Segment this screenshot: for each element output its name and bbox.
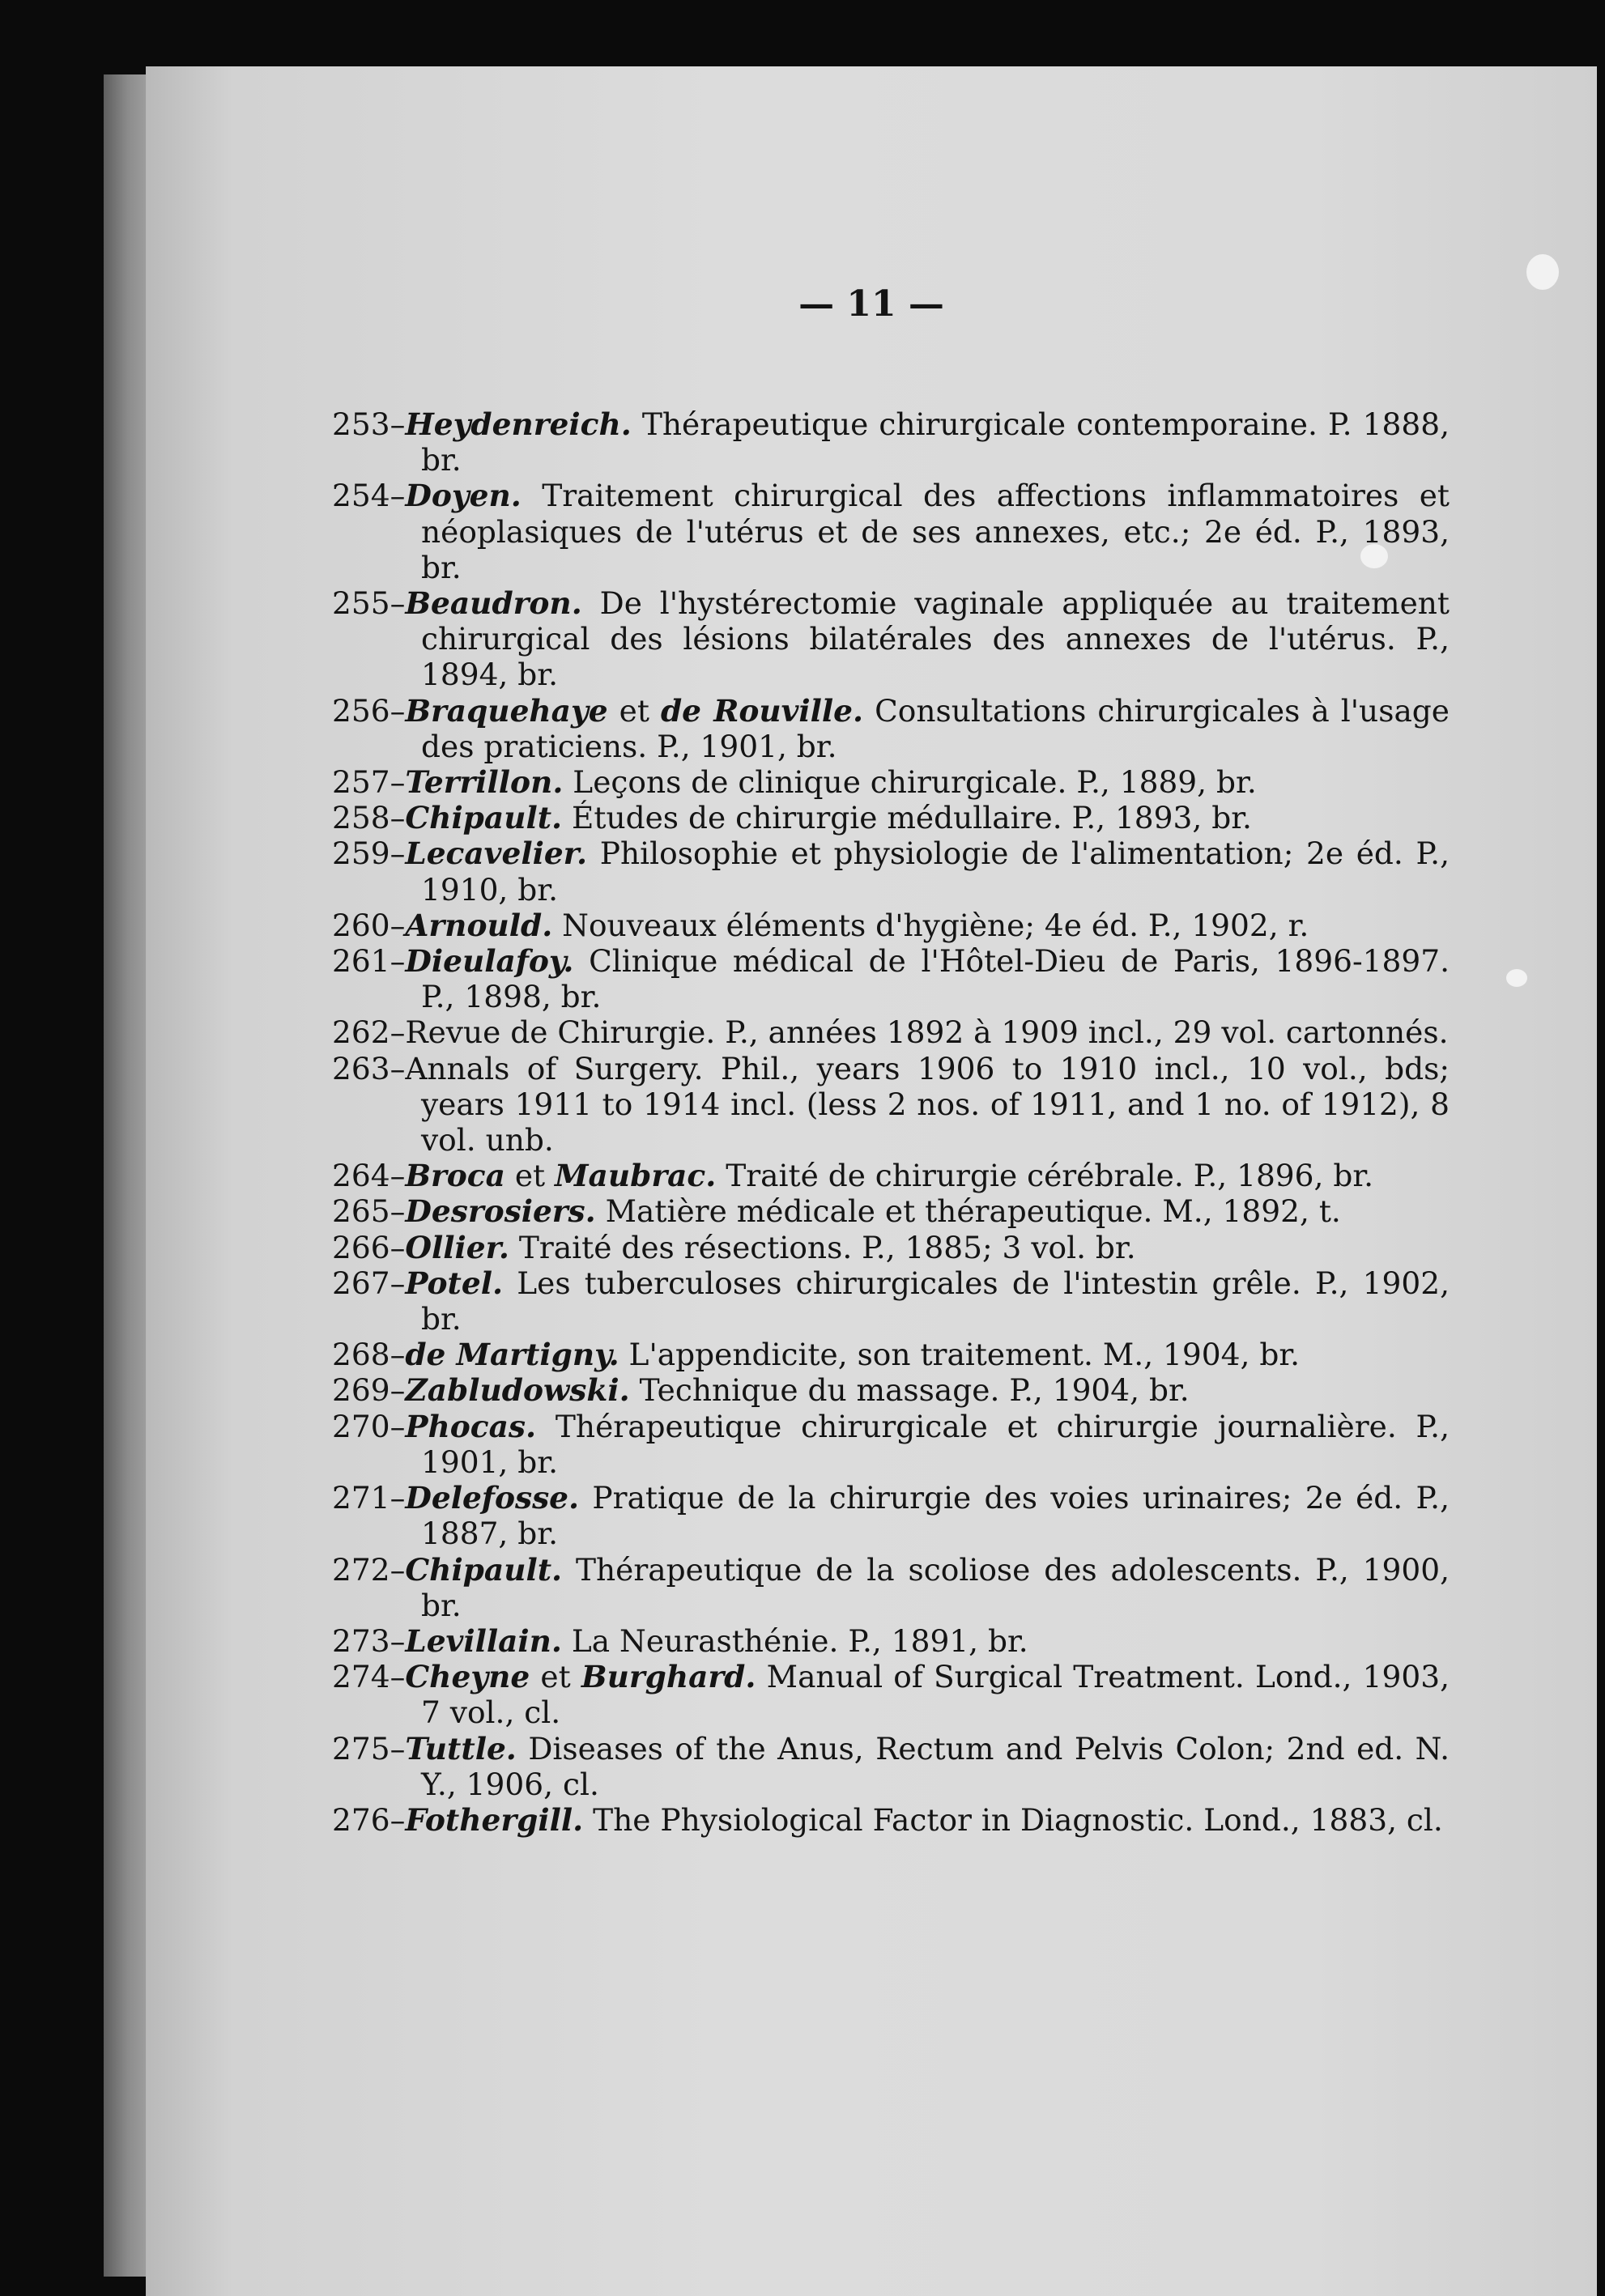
entry-text: Clinique médical de l'Hôtel-Dieu de Paris, 1896-1897. P., 1898, br. <box>421 943 1450 1015</box>
entry-text: Nouveaux éléments d'hygiène; 4e éd. P., 1902, r. <box>562 907 1309 943</box>
entry-author: Fothergill. <box>405 1801 584 1838</box>
entry-number: 262– <box>332 1014 406 1051</box>
entry-text: Traité des résections. P., 1885; 3 vol. br. <box>518 1229 1136 1265</box>
book-spine-shadow <box>104 74 152 2277</box>
list-item <box>332 1552 1450 1623</box>
entry-author: Chipault. <box>405 800 563 836</box>
entry-number: 253– <box>332 406 406 442</box>
entry-number: 273– <box>332 1622 406 1659</box>
list-item <box>332 1265 1450 1337</box>
list-item <box>332 908 1450 943</box>
entry-number: 270– <box>332 1408 406 1444</box>
entry-author: Ollier. <box>405 1229 509 1265</box>
list-item <box>332 943 1450 1014</box>
list-item <box>332 1193 1450 1229</box>
entry-number: 260– <box>332 907 406 943</box>
entry-text: Annals of Surgery. Phil., years 1906 to 1910 incl., 10 vol., bds; years 1911 to 1914 incl. (less 2 nos. of 1911, and 1 no. of 1912), 8 vol. unb. <box>405 1050 1450 1159</box>
entry-author: Heydenreich. <box>405 406 632 442</box>
entry-number: 275– <box>332 1730 406 1767</box>
entry-author: Lecavelier. <box>405 835 588 872</box>
list-item <box>332 1659 1450 1730</box>
entry-text: Manual of Surgical Treatment. Lond., 1903, 7 vol., cl. <box>421 1659 1450 1731</box>
entry-joiner: et <box>607 692 661 729</box>
entry-author: Broca <box>405 1158 505 1194</box>
entry-number: 261– <box>332 943 406 980</box>
entry-number: 258– <box>332 800 406 836</box>
entry-number: 265– <box>332 1193 406 1230</box>
entry-number: 268– <box>332 1337 406 1373</box>
entry-number: 272– <box>332 1551 406 1588</box>
list-item <box>332 1158 1450 1193</box>
list-item <box>332 1480 1450 1551</box>
bibliography-list <box>332 406 1450 1838</box>
paper-speck <box>1506 969 1527 987</box>
entry-text: De l'hystérectomie vaginale appliquée au traitement chirurgical des lésions bilatérales des annexes de l'utérus. P., 1894, br. <box>421 585 1450 693</box>
page-number: — 11 — <box>798 283 944 325</box>
entry-author: Levillain. <box>405 1622 562 1659</box>
entry-text: Matière médicale et thérapeutique. M., 1892, t. <box>605 1193 1341 1230</box>
entry-author: Chipault. <box>405 1551 563 1588</box>
entry-number: 259– <box>332 835 406 872</box>
list-item <box>332 1337 1450 1372</box>
list-item <box>332 1802 1450 1838</box>
entry-author: Cheyne <box>405 1659 530 1695</box>
list-item <box>332 764 1450 800</box>
entry-author: Delefosse. <box>405 1480 580 1516</box>
entry-text: Études de chirurgie médullaire. P., 1893, br. <box>572 800 1252 836</box>
list-item <box>332 800 1450 835</box>
entry-author: Tuttle. <box>405 1730 517 1767</box>
entry-author: Potel. <box>405 1265 504 1301</box>
entry-number: 255– <box>332 585 406 622</box>
entry-author-2: de Rouville. <box>660 692 864 729</box>
entry-text: Consultations chirurgicales à l'usage des praticiens. P., 1901, br. <box>421 692 1450 764</box>
entry-number: 264– <box>332 1158 406 1194</box>
entry-text: L'appendicite, son traitement. M., 1904, br. <box>628 1337 1301 1373</box>
list-item <box>332 693 1450 764</box>
list-item <box>332 1051 1450 1159</box>
entry-author-2: Burghard. <box>581 1659 756 1695</box>
entry-joiner: et <box>530 1659 581 1695</box>
entry-text: La Neurasthénie. P., 1891, br. <box>571 1622 1028 1659</box>
entry-text: Thérapeutique chirurgicale contemporaine. P. 1888, br. <box>421 406 1450 478</box>
entry-text: Technique du massage. P., 1904, br. <box>639 1372 1190 1409</box>
entry-author-2: Maubrac. <box>555 1158 717 1194</box>
entry-author: Dieulafoy. <box>405 943 574 980</box>
entry-number: 257– <box>332 764 406 801</box>
entry-number: 271– <box>332 1480 406 1516</box>
entry-author: Doyen. <box>405 478 522 514</box>
entry-number: 263– <box>332 1050 406 1086</box>
list-item <box>332 585 1450 693</box>
entry-text: Les tuberculoses chirurgicales de l'intestin grêle. P., 1902, br. <box>421 1265 1450 1337</box>
entry-author: Phocas. <box>405 1408 537 1444</box>
scanned-page <box>146 66 1597 2296</box>
list-item <box>332 835 1450 907</box>
entry-number: 254– <box>332 478 406 514</box>
list-item <box>332 406 1450 478</box>
list-item <box>332 1731 1450 1802</box>
entry-author: Zabludowski. <box>405 1372 630 1409</box>
list-item <box>332 478 1450 585</box>
entry-text: Traitement chirurgical des affections inflammatoires et néoplasiques de l'utérus et de ses annexes, etc.; 2e éd. P., 1893, br. <box>421 478 1450 585</box>
entry-author: Desrosiers. <box>405 1193 596 1230</box>
entry-author: Terrillon. <box>405 764 564 801</box>
entry-text: Leçons de clinique chirurgicale. P., 1889, br. <box>573 764 1257 801</box>
entry-text: Thérapeutique de la scoliose des adolescents. P., 1900, br. <box>421 1551 1450 1623</box>
entry-number: 274– <box>332 1659 406 1695</box>
entry-joiner: et <box>504 1158 556 1194</box>
entry-author: Arnould. <box>405 907 553 943</box>
entry-number: 267– <box>332 1265 406 1301</box>
entry-number: 269– <box>332 1372 406 1409</box>
entry-author: Beaudron. <box>405 585 582 622</box>
entry-author: de Martigny. <box>405 1337 619 1373</box>
entry-number: 256– <box>332 692 406 729</box>
entry-author: Braquehaye <box>405 692 608 729</box>
entry-text: Diseases of the Anus, Rectum and Pelvis Colon; 2nd ed. N. Y., 1906, cl. <box>421 1730 1450 1802</box>
entry-text: Pratique de la chirurgie des voies urinaires; 2e éd. P., 1887, br. <box>421 1480 1450 1552</box>
entry-text: Revue de Chirurgie. P., années 1892 à 1909 incl., 29 vol. cartonnés. <box>405 1014 1449 1051</box>
list-item <box>332 1014 1450 1050</box>
list-item <box>332 1372 1450 1408</box>
list-item <box>332 1409 1450 1480</box>
entry-number: 276– <box>332 1801 406 1838</box>
entry-text: The Physiological Factor in Diagnostic. Lond., 1883, cl. <box>593 1801 1443 1838</box>
list-item <box>332 1623 1450 1659</box>
entry-number: 266– <box>332 1229 406 1265</box>
list-item <box>332 1230 1450 1265</box>
entry-text: Philosophie et physiologie de l'alimentation; 2e éd. P., 1910, br. <box>421 835 1450 908</box>
entry-text: Traité de chirurgie cérébrale. P., 1896, br. <box>726 1158 1374 1194</box>
entry-text: Thérapeutique chirurgicale et chirurgie journalière. P., 1901, br. <box>421 1408 1450 1480</box>
